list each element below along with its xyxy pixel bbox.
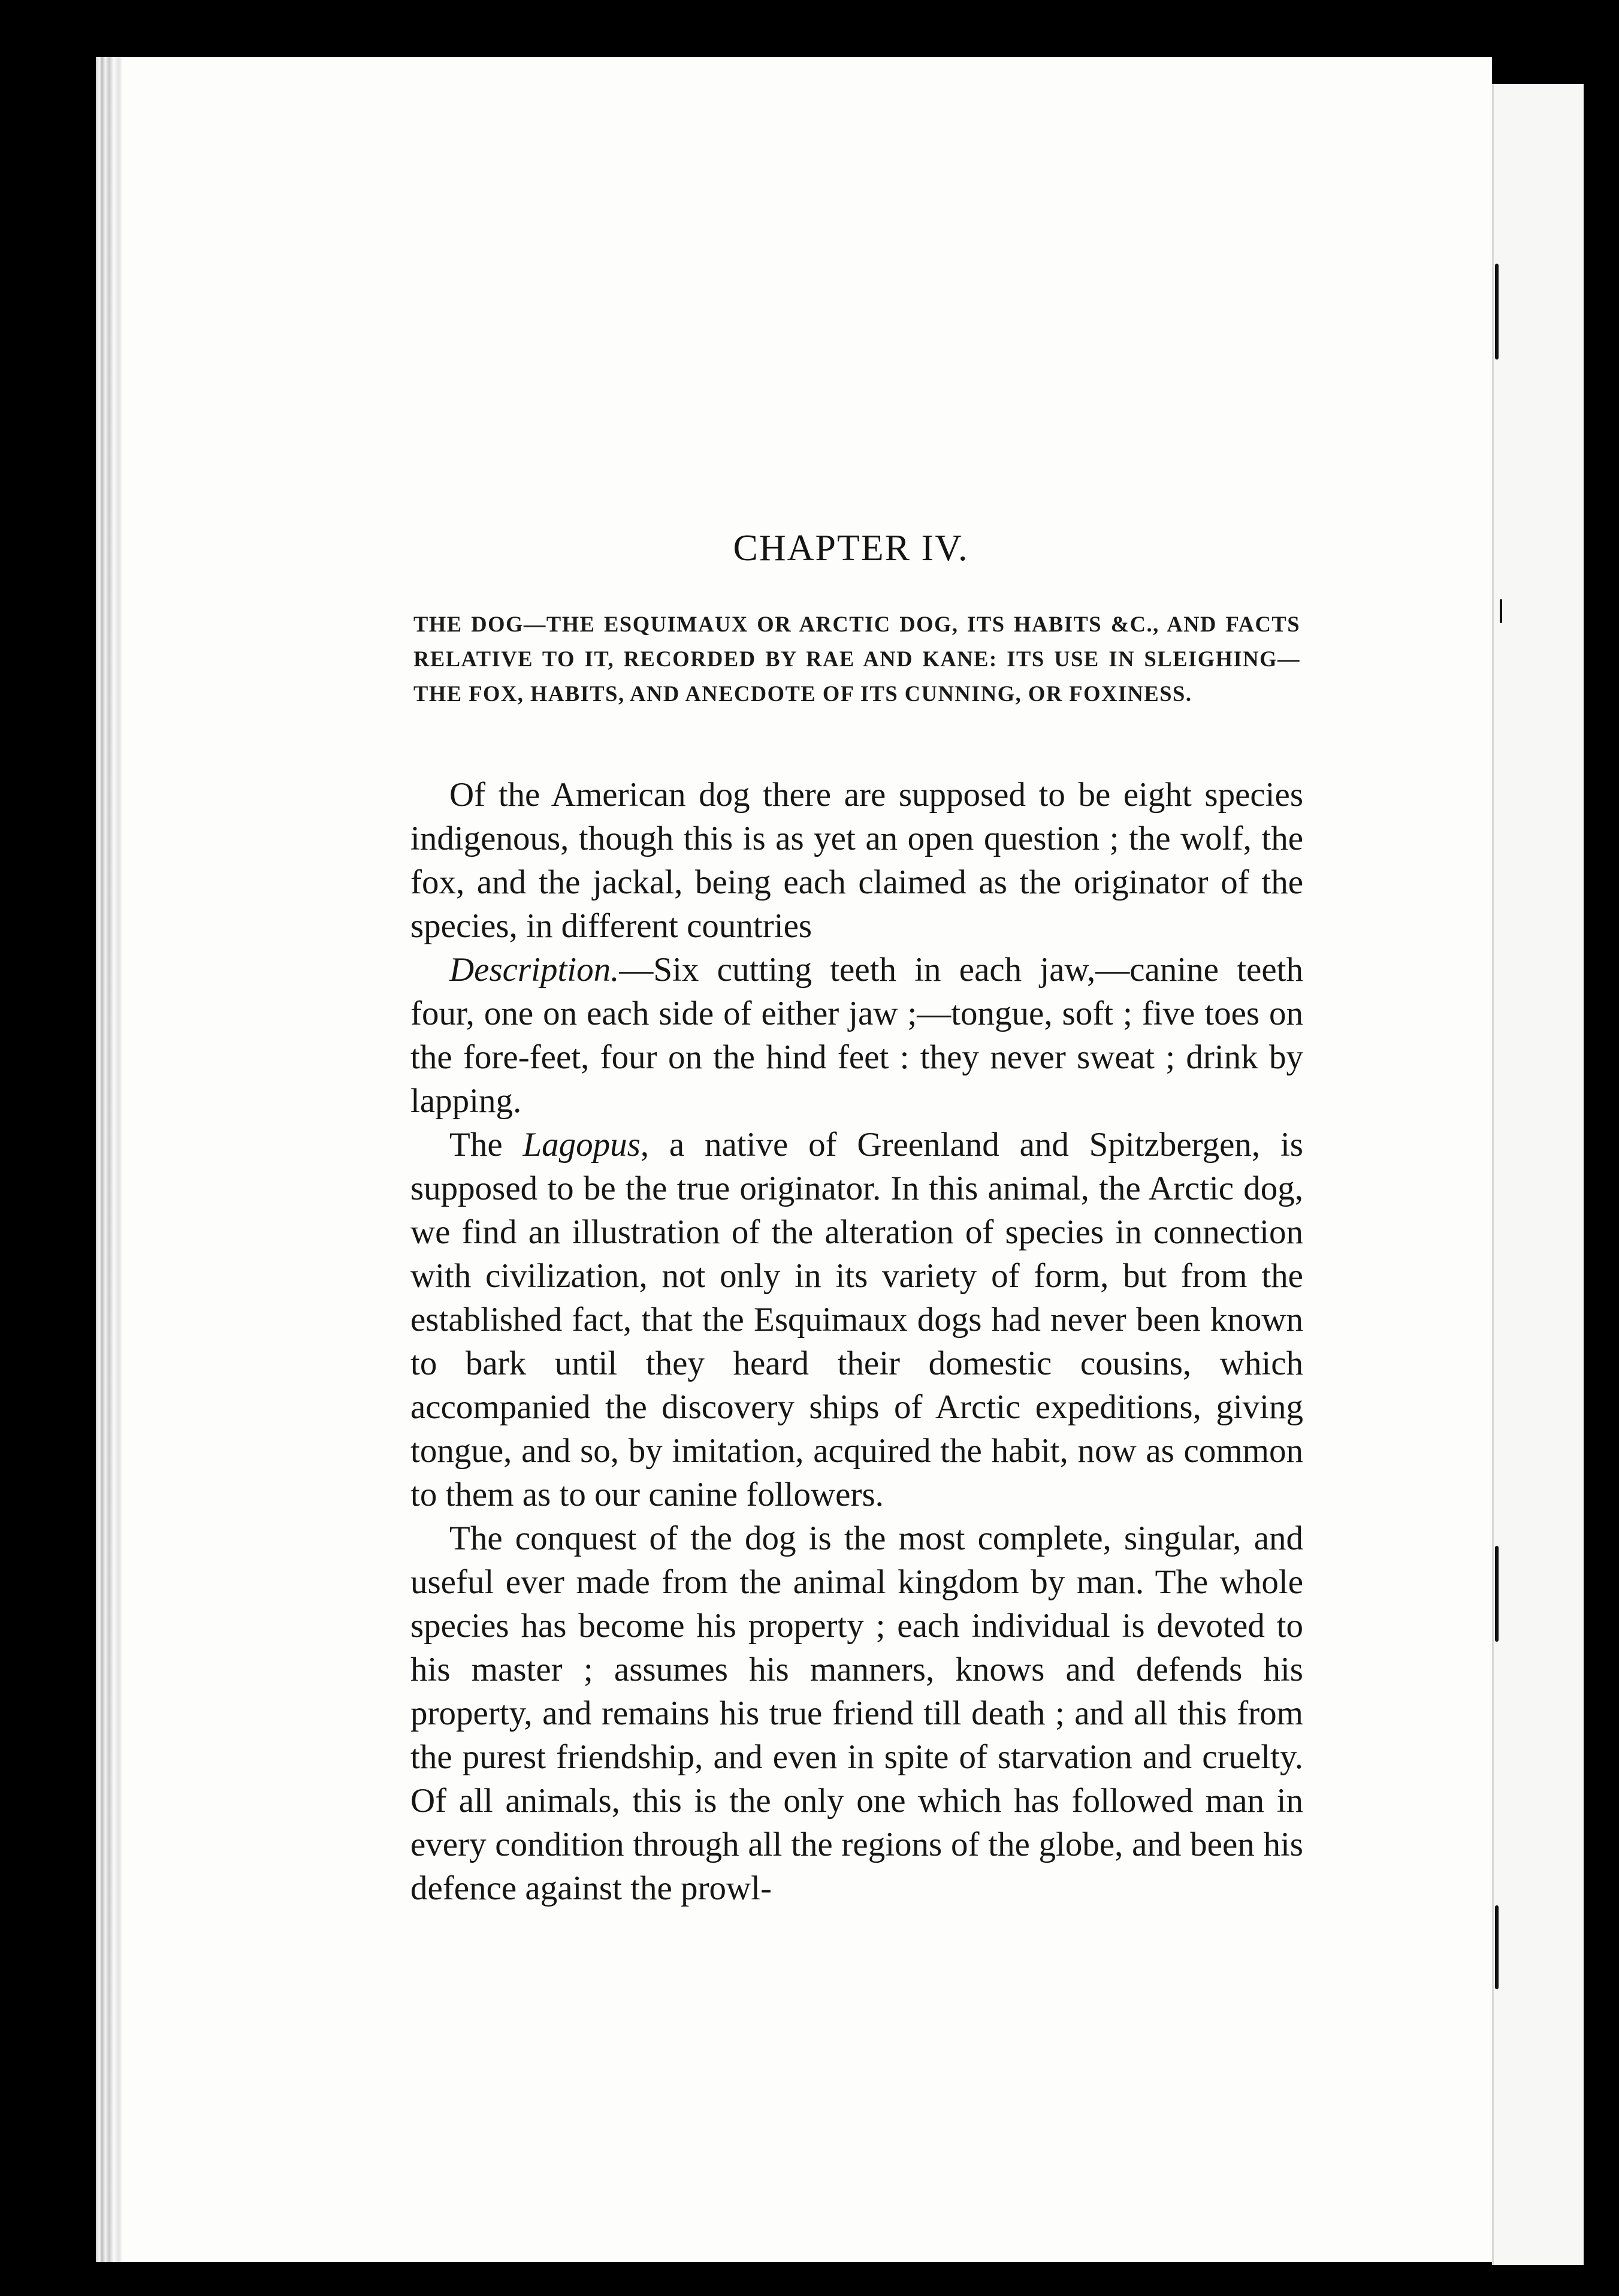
italic-term: Lagopus	[522, 1126, 641, 1164]
paragraph-text: —Six cutting teeth in each jaw,—canine teeth four, one on each side of either jaw ;—tongue, soft ; five toes on the fore-feet, four on the hind feet : they never sweat ; drink by lapping.	[410, 951, 1303, 1120]
paragraph	[410, 1123, 1303, 1516]
italic-term: Description.	[449, 951, 620, 989]
scan-mark	[1495, 264, 1499, 359]
chapter-synopsis: THE DOG—THE ESQUIMAUX OR ARCTIC DOG, ITS HABITS &C., AND FACTS RELATIVE TO IT, RECORDED BY RAE AND KANE: ITS USE IN SLEIGHING—THE FOX, HABITS, AND ANECDOTE OF ITS CUNNING, OR FOXINESS.	[413, 612, 1300, 706]
paragraph-text: , a native of Greenland and Spitzbergen, is supposed to be the true originator. In this animal, the Arctic dog, we find an illustration of the alteration of species in connection with civilization, not only in its variety of form, but from the established fact, that the Esquimaux dogs had never been known to bark until they heard their domestic cousins, which accompanied the discovery ships of Arctic expeditions, giving tongue, and so, by imitation, acquired the habit, now as common to them as to our canine followers.	[410, 1126, 1303, 1513]
paragraph: Of the American dog there are supposed to be eight species indigenous, though this is as yet an open question ; the wolf, the fox, and the jackal, being each claimed as the originator of the species, in different countries	[410, 776, 1303, 945]
scan-mark	[1500, 599, 1502, 623]
chapter-title: CHAPTER IV.	[733, 528, 969, 569]
body-text	[410, 773, 1303, 1910]
scan-mark	[1495, 1905, 1499, 1989]
paragraph-text: The	[449, 1126, 523, 1164]
paragraph: The conquest of the dog is the most complete, singular, and useful ever made from the animal kingdom by man. The whole species has become his property ; each individual is devoted to his master ; assumes his manners, knows and defends his property, and remains his true friend till death ; and all this from the purest friendship, and even in spite of starvation and cruelty. Of all animals, this is the only one which has followed man in every condition through all the regions of the globe, and been his defence against the prowl-	[410, 1519, 1303, 1907]
paragraph	[410, 948, 1303, 1123]
facing-page-edge	[1492, 84, 1584, 2265]
scan-mark	[1495, 1546, 1499, 1642]
binding-gutter	[96, 57, 123, 2262]
